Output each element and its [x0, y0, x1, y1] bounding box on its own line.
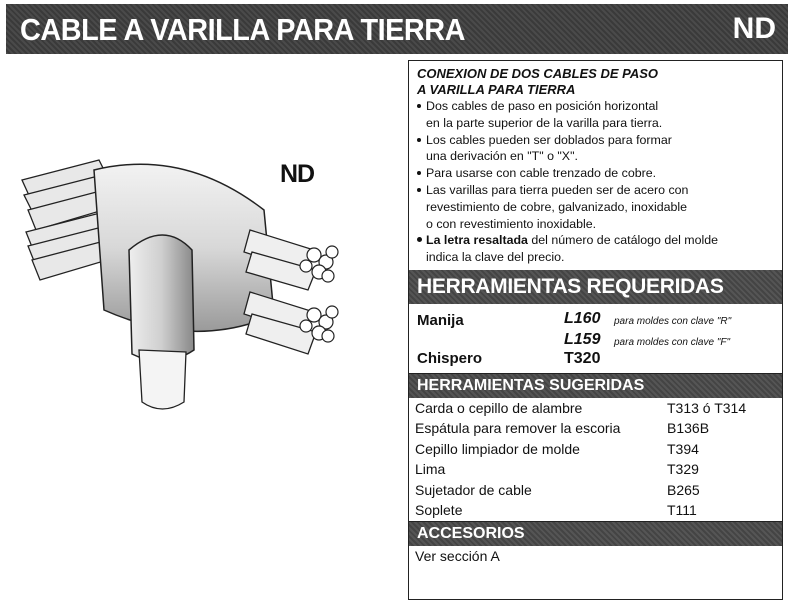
bullet-item: [417, 182, 774, 232]
tool-catalog: B265: [667, 481, 700, 498]
table-row: [409, 398, 782, 419]
spec-panel: [408, 60, 783, 600]
accessories-text: Ver sección A: [415, 547, 500, 564]
bullet-text: del número de catálogo del molde: [527, 233, 719, 248]
description-heading-line1: CONEXION DE DOS CABLES DE PASO: [417, 66, 659, 81]
tool-catalog: B136B: [667, 420, 710, 437]
bullet-text: Para usarse con cable trenzado de cobre.: [426, 166, 657, 181]
bullet-item: [417, 132, 774, 166]
table-row: [409, 418, 782, 439]
bold-phrase: La letra resaltada: [426, 233, 528, 248]
required-tools-table: [409, 304, 782, 374]
table-row: [409, 480, 782, 501]
tool-name: Chispero: [417, 349, 483, 367]
tool-catalog: T111: [667, 502, 697, 519]
product-code: ND: [732, 12, 776, 45]
bullet-text: Las varillas para tierra pueden ser de acero con: [426, 182, 689, 197]
description-heading-line2: A VARILLA PARA TIERRA: [417, 82, 576, 97]
tool-catalog: L159: [564, 330, 601, 348]
tool-name: Manija: [417, 311, 464, 329]
bullet-text: una derivación en "T" o "X".: [426, 149, 578, 164]
suggested-tools-table: [409, 398, 782, 522]
bullet-text: indica la clave del precio.: [426, 250, 565, 265]
bullet-text: Dos cables de paso en posición horizontal: [426, 99, 659, 113]
table-row: [409, 459, 782, 480]
tool-catalog: L160: [564, 309, 601, 327]
description-section: [409, 61, 782, 270]
illustration-label: ND: [280, 160, 315, 188]
bullet-item: [417, 98, 774, 132]
tool-name: Espátula para remover la escoria: [415, 420, 621, 437]
suggested-tools-header: HERRAMIENTAS SUGERIDAS: [409, 374, 782, 398]
bullet-text: Los cables pueden ser doblados para formar: [426, 132, 672, 147]
tool-catalog: T320: [564, 349, 601, 367]
table-row: [409, 500, 782, 521]
tool-note: para moldes con clave "R": [614, 315, 732, 327]
bullet-item: [417, 165, 774, 182]
tool-name: Carda o cepillo de alambre: [415, 399, 583, 416]
tool-catalog: T313 ó T314: [667, 399, 747, 416]
tool-note: para moldes con clave "F": [614, 336, 731, 348]
tool-name: Cepillo limpiador de molde: [415, 440, 580, 457]
bullet-item: [417, 232, 774, 266]
page-title: CABLE A VARILLA PARA TIERRA: [20, 12, 465, 47]
table-row: [409, 439, 782, 460]
tool-name: Sujetador de cable: [415, 481, 532, 498]
bullet-text: o con revestimiento inoxidable.: [426, 216, 597, 231]
bullet-text: revestimiento de cobre, galvanizado, inoxidable: [426, 199, 688, 214]
tool-catalog: T329: [667, 461, 699, 478]
required-tools-header: HERRAMIENTAS REQUERIDAS: [409, 270, 782, 304]
tool-name: Soplete: [415, 502, 463, 519]
accessories-header: ACCESORIOS: [409, 522, 782, 546]
tool-catalog: T394: [667, 440, 699, 457]
bullet-text: en la parte superior de la varilla para tierra.: [426, 115, 663, 130]
tool-name: Lima: [415, 461, 446, 478]
page-header: [6, 4, 788, 54]
